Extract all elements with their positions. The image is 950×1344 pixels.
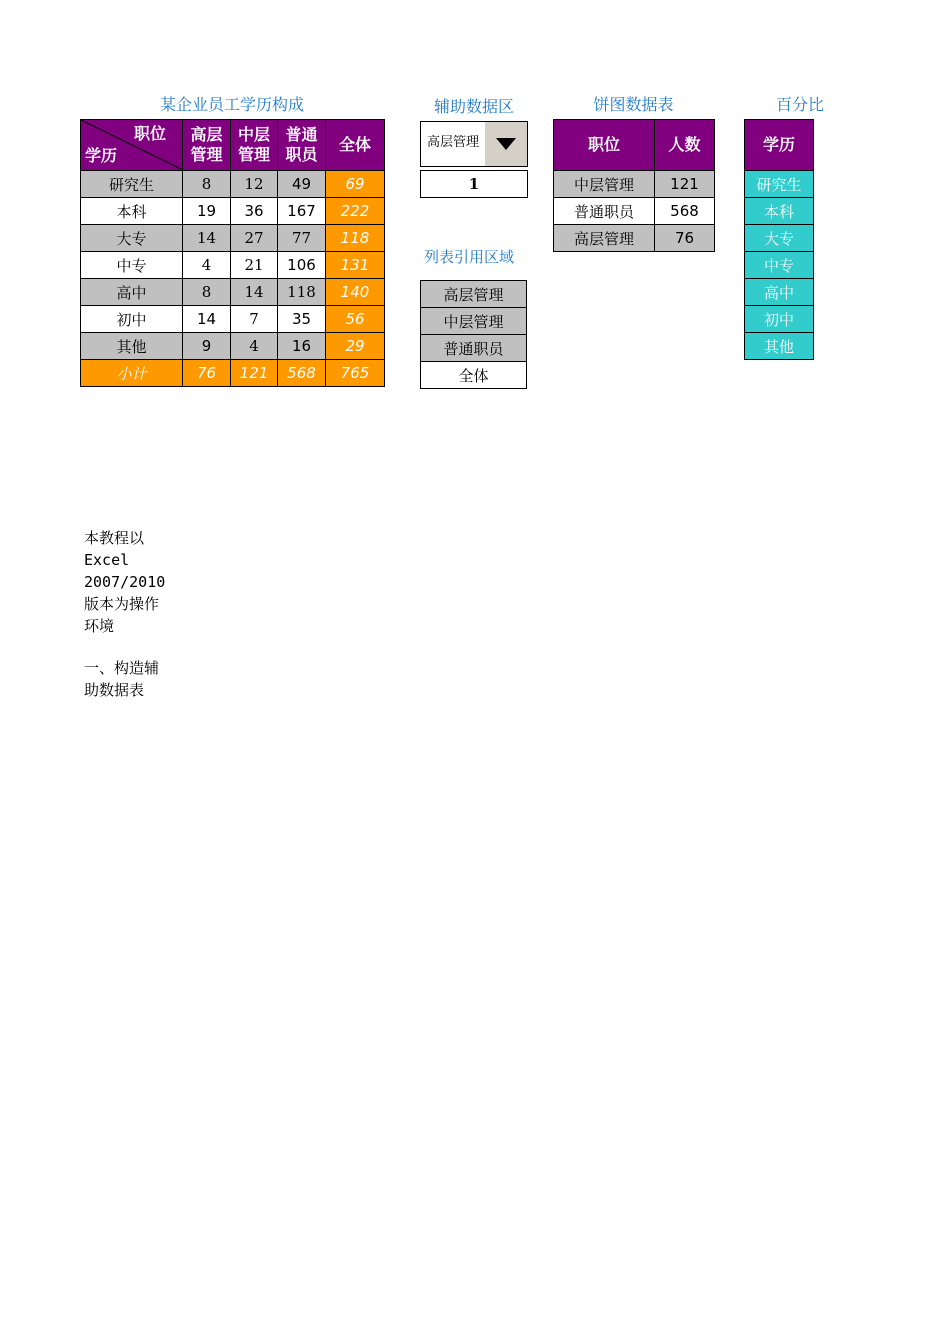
total-cell: 56 — [326, 306, 385, 333]
cell: 9 — [183, 333, 231, 360]
cell: 49 — [278, 171, 326, 198]
cell: 4 — [183, 252, 231, 279]
table-row — [554, 171, 715, 198]
total-cell: 140 — [326, 279, 385, 306]
list-item: 全体 — [421, 362, 527, 389]
header-line: 中层 — [237, 125, 270, 144]
table-row: 中专 — [745, 252, 814, 279]
subtotal-cell: 765 — [326, 360, 385, 387]
corner-label-position: 职位 — [133, 124, 166, 143]
row-label: 高中 — [81, 279, 183, 306]
total-cell: 69 — [326, 171, 385, 198]
cell: 4 — [231, 333, 278, 360]
pie-table-title: 饼图数据表 — [593, 95, 674, 114]
row-label: 研究生 — [81, 171, 183, 198]
row-label: 初中 — [81, 306, 183, 333]
header-line: 管理 — [237, 145, 270, 164]
tutorial-note: 本教程以 Excel 2007/2010 版本为操作 环境 一、构造辅 助数据表 — [84, 529, 166, 699]
table-row: 高中 — [745, 279, 814, 306]
header-senior — [183, 120, 231, 171]
list-caption: 列表引用区域 — [424, 248, 515, 266]
table-row — [554, 225, 715, 252]
total-cell: 29 — [326, 333, 385, 360]
corner-header-cell — [81, 120, 183, 171]
list-item: 普通职员 — [421, 335, 527, 362]
pie-position: 高层管理 — [554, 225, 655, 252]
pie-data-table — [553, 119, 715, 252]
cell: 19 — [183, 198, 231, 225]
cell: 36 — [231, 198, 278, 225]
table-row — [81, 333, 385, 360]
header-line: 管理 — [190, 145, 223, 164]
header-staff — [278, 120, 326, 171]
dropdown-value: 高层管理 — [427, 135, 480, 150]
pie-count: 76 — [655, 225, 715, 252]
pie-position: 普通职员 — [554, 198, 655, 225]
list-reference-table — [420, 280, 527, 389]
table-row: 本科 — [745, 198, 814, 225]
triangle-down-icon — [495, 137, 517, 151]
percent-table — [744, 119, 814, 360]
total-cell: 131 — [326, 252, 385, 279]
row-label: 其他 — [81, 333, 183, 360]
percent-header-education: 学历 — [745, 120, 814, 171]
cell: 12 — [231, 171, 278, 198]
header-line: 普通 — [285, 125, 318, 144]
list-item: 高层管理 — [421, 281, 527, 308]
table-row — [81, 198, 385, 225]
header-middle — [231, 120, 278, 171]
subtotal-label: 小计 — [81, 360, 183, 387]
cell: 16 — [278, 333, 326, 360]
pie-position: 中层管理 — [554, 171, 655, 198]
table-row — [81, 171, 385, 198]
index-cell: 1 — [420, 170, 528, 198]
percent-table-clip — [744, 119, 813, 364]
cell: 8 — [183, 171, 231, 198]
percent-table-title: 百分比 — [776, 95, 825, 114]
cell: 167 — [278, 198, 326, 225]
header-all: 全体 — [326, 120, 385, 171]
row-label: 中专 — [81, 252, 183, 279]
pie-count: 121 — [655, 171, 715, 198]
aux-area-title: 辅助数据区 — [433, 97, 514, 116]
cell: 77 — [278, 225, 326, 252]
table-row — [81, 252, 385, 279]
cell: 21 — [231, 252, 278, 279]
table-row — [554, 198, 715, 225]
header-line: 高层 — [190, 125, 223, 144]
table-row: 大专 — [745, 225, 814, 252]
cell: 27 — [231, 225, 278, 252]
cell: 118 — [278, 279, 326, 306]
cell: 7 — [231, 306, 278, 333]
cell: 14 — [183, 306, 231, 333]
cell: 8 — [183, 279, 231, 306]
table-row: 初中 — [745, 306, 814, 333]
table-row: 其他 — [745, 333, 814, 360]
table-row: 研究生 — [745, 171, 814, 198]
subtotal-cell: 76 — [183, 360, 231, 387]
row-label: 本科 — [81, 198, 183, 225]
total-cell: 222 — [326, 198, 385, 225]
cell: 14 — [231, 279, 278, 306]
subtotal-cell: 568 — [278, 360, 326, 387]
table-row — [81, 279, 385, 306]
dropdown-button[interactable] — [485, 122, 527, 166]
table-row — [81, 225, 385, 252]
corner-label-education: 学历 — [85, 146, 118, 165]
row-label: 大专 — [81, 225, 183, 252]
pie-count: 568 — [655, 198, 715, 225]
subtotal-row — [81, 360, 385, 387]
cell: 35 — [278, 306, 326, 333]
cell: 106 — [278, 252, 326, 279]
education-table — [80, 119, 385, 387]
table-row — [81, 306, 385, 333]
total-cell: 118 — [326, 225, 385, 252]
pie-header-position: 职位 — [554, 120, 655, 171]
pie-header-count: 人数 — [655, 120, 715, 171]
subtotal-cell: 121 — [231, 360, 278, 387]
position-dropdown[interactable] — [420, 121, 528, 167]
header-line: 职员 — [285, 145, 318, 164]
cell: 14 — [183, 225, 231, 252]
main-table-title: 某企业员工学历构成 — [159, 95, 304, 114]
list-item: 中层管理 — [421, 308, 527, 335]
